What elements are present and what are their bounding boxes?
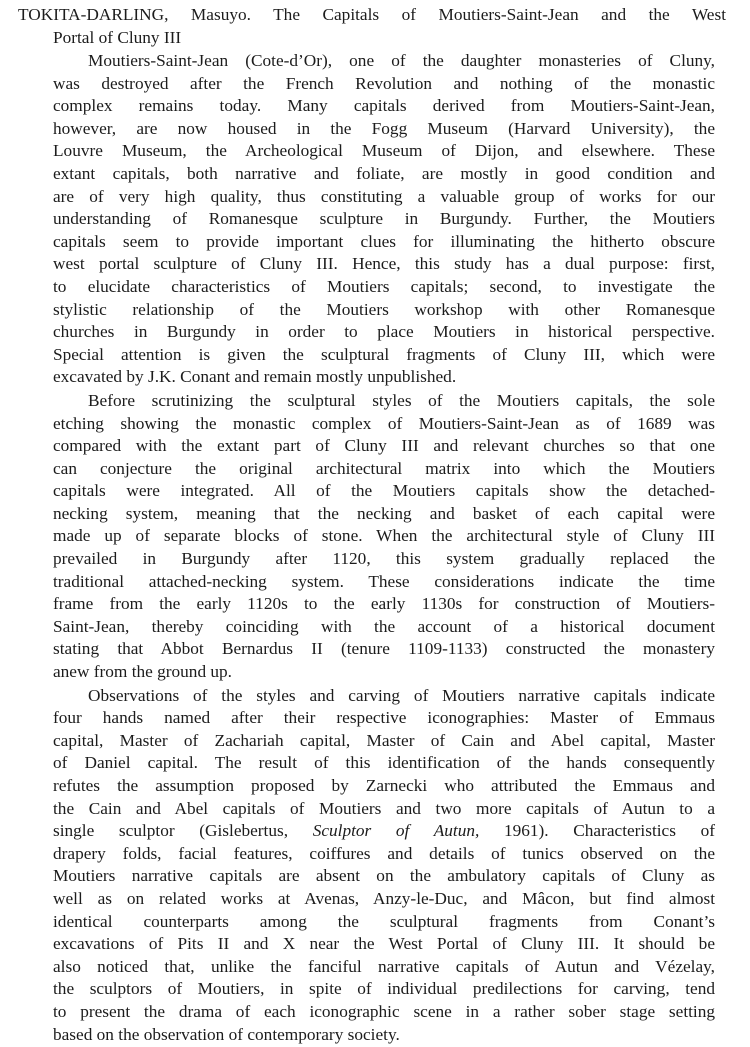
text-run: single sculptor (Gislebertus, <box>53 821 313 841</box>
text-line: well as on related works at Avenas, Anzy-le-Duc, and Mâcon, but find almost <box>53 888 715 908</box>
text-line: Before scrutinizing the sculptural styles of the Moutiers capitals, the sole <box>88 390 715 410</box>
text-run: 1961). Characteristics of <box>479 821 715 841</box>
heading-title-continuation: Portal of Cluny III <box>53 27 182 47</box>
paragraph-1 <box>53 50 715 389</box>
text-line: capitals were integrated. All of the Moutiers capitals show the detached- <box>53 481 715 501</box>
text-line: Moutiers-Saint-Jean (Cote-d’Or), one of the daughter monasteries of Cluny, <box>88 51 715 70</box>
text-line: churches in Burgundy in order to place Moutiers in historical perspective. <box>53 322 715 342</box>
text-line: however, are now housed in the Fogg Museum (Harvard University), the <box>53 118 715 138</box>
text-line: excavations of Pits II and X near the West Portal of Cluny III. It should be <box>53 934 715 954</box>
text-line: west portal sculpture of Cluny III. Hence, this study has a dual purpose: first, <box>53 254 715 274</box>
text-line: Saint-Jean, thereby coinciding with the account of a historical document <box>53 616 715 636</box>
text-line: also noticed that, unlike the fanciful narrative capitals of Autun and Vézelay, <box>53 956 715 976</box>
text-line: extant capitals, both narrative and foliate, are mostly in good condition and <box>53 163 715 183</box>
text-line: frame from the early 1120s to the early 1130s for construction of Moutiers- <box>53 594 715 614</box>
text-line: capital, Master of Zachariah capital, Master of Cain and Abel capital, Master <box>53 730 715 750</box>
text-line: based on the observation of contemporary society. <box>53 1024 400 1044</box>
text-line: prevailed in Burgundy after 1120, this system gradually replaced the <box>53 549 715 569</box>
text-line: etching showing the monastic complex of Moutiers-Saint-Jean as of 1689 was <box>53 413 715 433</box>
text-line: necking system, meaning that the necking and basket of each capital were <box>53 503 715 523</box>
text-line: Moutiers narrative capitals are absent on the ambulatory capitals of Cluny as <box>53 866 715 886</box>
text-line: compared with the extant part of Cluny III and relevant churches so that one <box>53 436 715 456</box>
text-line: the sculptors of Moutiers, in spite of individual predilections for carving, tend <box>53 979 715 999</box>
entry-heading <box>18 4 726 49</box>
text-line: capitals seem to provide important clues for illuminating the hitherto obscure <box>53 231 715 251</box>
text-line: Special attention is given the sculptural fragments of Cluny III, which were <box>53 344 715 364</box>
text-line: understanding of Romanesque sculpture in Burgundy. Further, the Moutiers <box>53 209 715 229</box>
text-line: Observations of the styles and carving of Moutiers narrative capitals indicate <box>88 685 715 705</box>
text-line: Louvre Museum, the Archeological Museum of Dijon, and elsewhere. These <box>53 141 715 161</box>
text-line: complex remains today. Many capitals derived from Moutiers-Saint-Jean, <box>53 96 715 116</box>
paragraph-3 <box>53 685 715 1047</box>
text-line: drapery folds, facial features, coiffures and details of tunics observed on the <box>53 843 715 863</box>
italic-title: Sculptor of Autun, <box>312 821 480 841</box>
text-line: stating that Abbot Bernardus II (tenure 1109-1133) constructed the monastery <box>53 639 715 659</box>
text-line: traditional attached-necking system. These considerations indicate the time <box>53 571 715 591</box>
text-line: to present the drama of each iconographic scene in a rather sober stage setting <box>53 1001 715 1021</box>
text-line: excavated by J.K. Conant and remain mostly unpublished. <box>53 367 457 387</box>
text-line: stylistic relationship of the Moutiers workshop with other Romanesque <box>53 299 715 319</box>
text-line: are of very high quality, thus constituting a valuable group of works for our <box>53 186 715 206</box>
text-line: anew from the ground up. <box>53 662 233 682</box>
text-line: was destroyed after the French Revolution and nothing of the monastic <box>53 73 715 93</box>
text-line: the Cain and Abel capitals of Moutiers and two more capitals of Autun to a <box>53 798 715 818</box>
text-line: made up of separate blocks of stone. When the architectural style of Cluny III <box>53 526 715 546</box>
abstract-body <box>53 50 715 1047</box>
paragraph-2 <box>53 390 715 684</box>
text-line: of Daniel capital. The result of this identification of the hands consequently <box>53 753 715 773</box>
text-line: refutes the assumption proposed by Zarnecki who attributed the Emmaus and <box>53 776 715 795</box>
text-line <box>53 820 715 843</box>
heading-author-title: TOKITA-DARLING, Masuyo. The Capitals of Moutiers-Saint-Jean and the West <box>18 5 726 24</box>
text-line: identical counterparts among the sculptural fragments from Conant’s <box>53 911 715 931</box>
text-line: to elucidate characteristics of Moutiers capitals; second, to investigate the <box>53 276 715 296</box>
text-line: four hands named after their respective iconographies: Master of Emmaus <box>53 708 715 728</box>
text-line: can conjecture the original architectural matrix into which the Moutiers <box>53 458 715 478</box>
